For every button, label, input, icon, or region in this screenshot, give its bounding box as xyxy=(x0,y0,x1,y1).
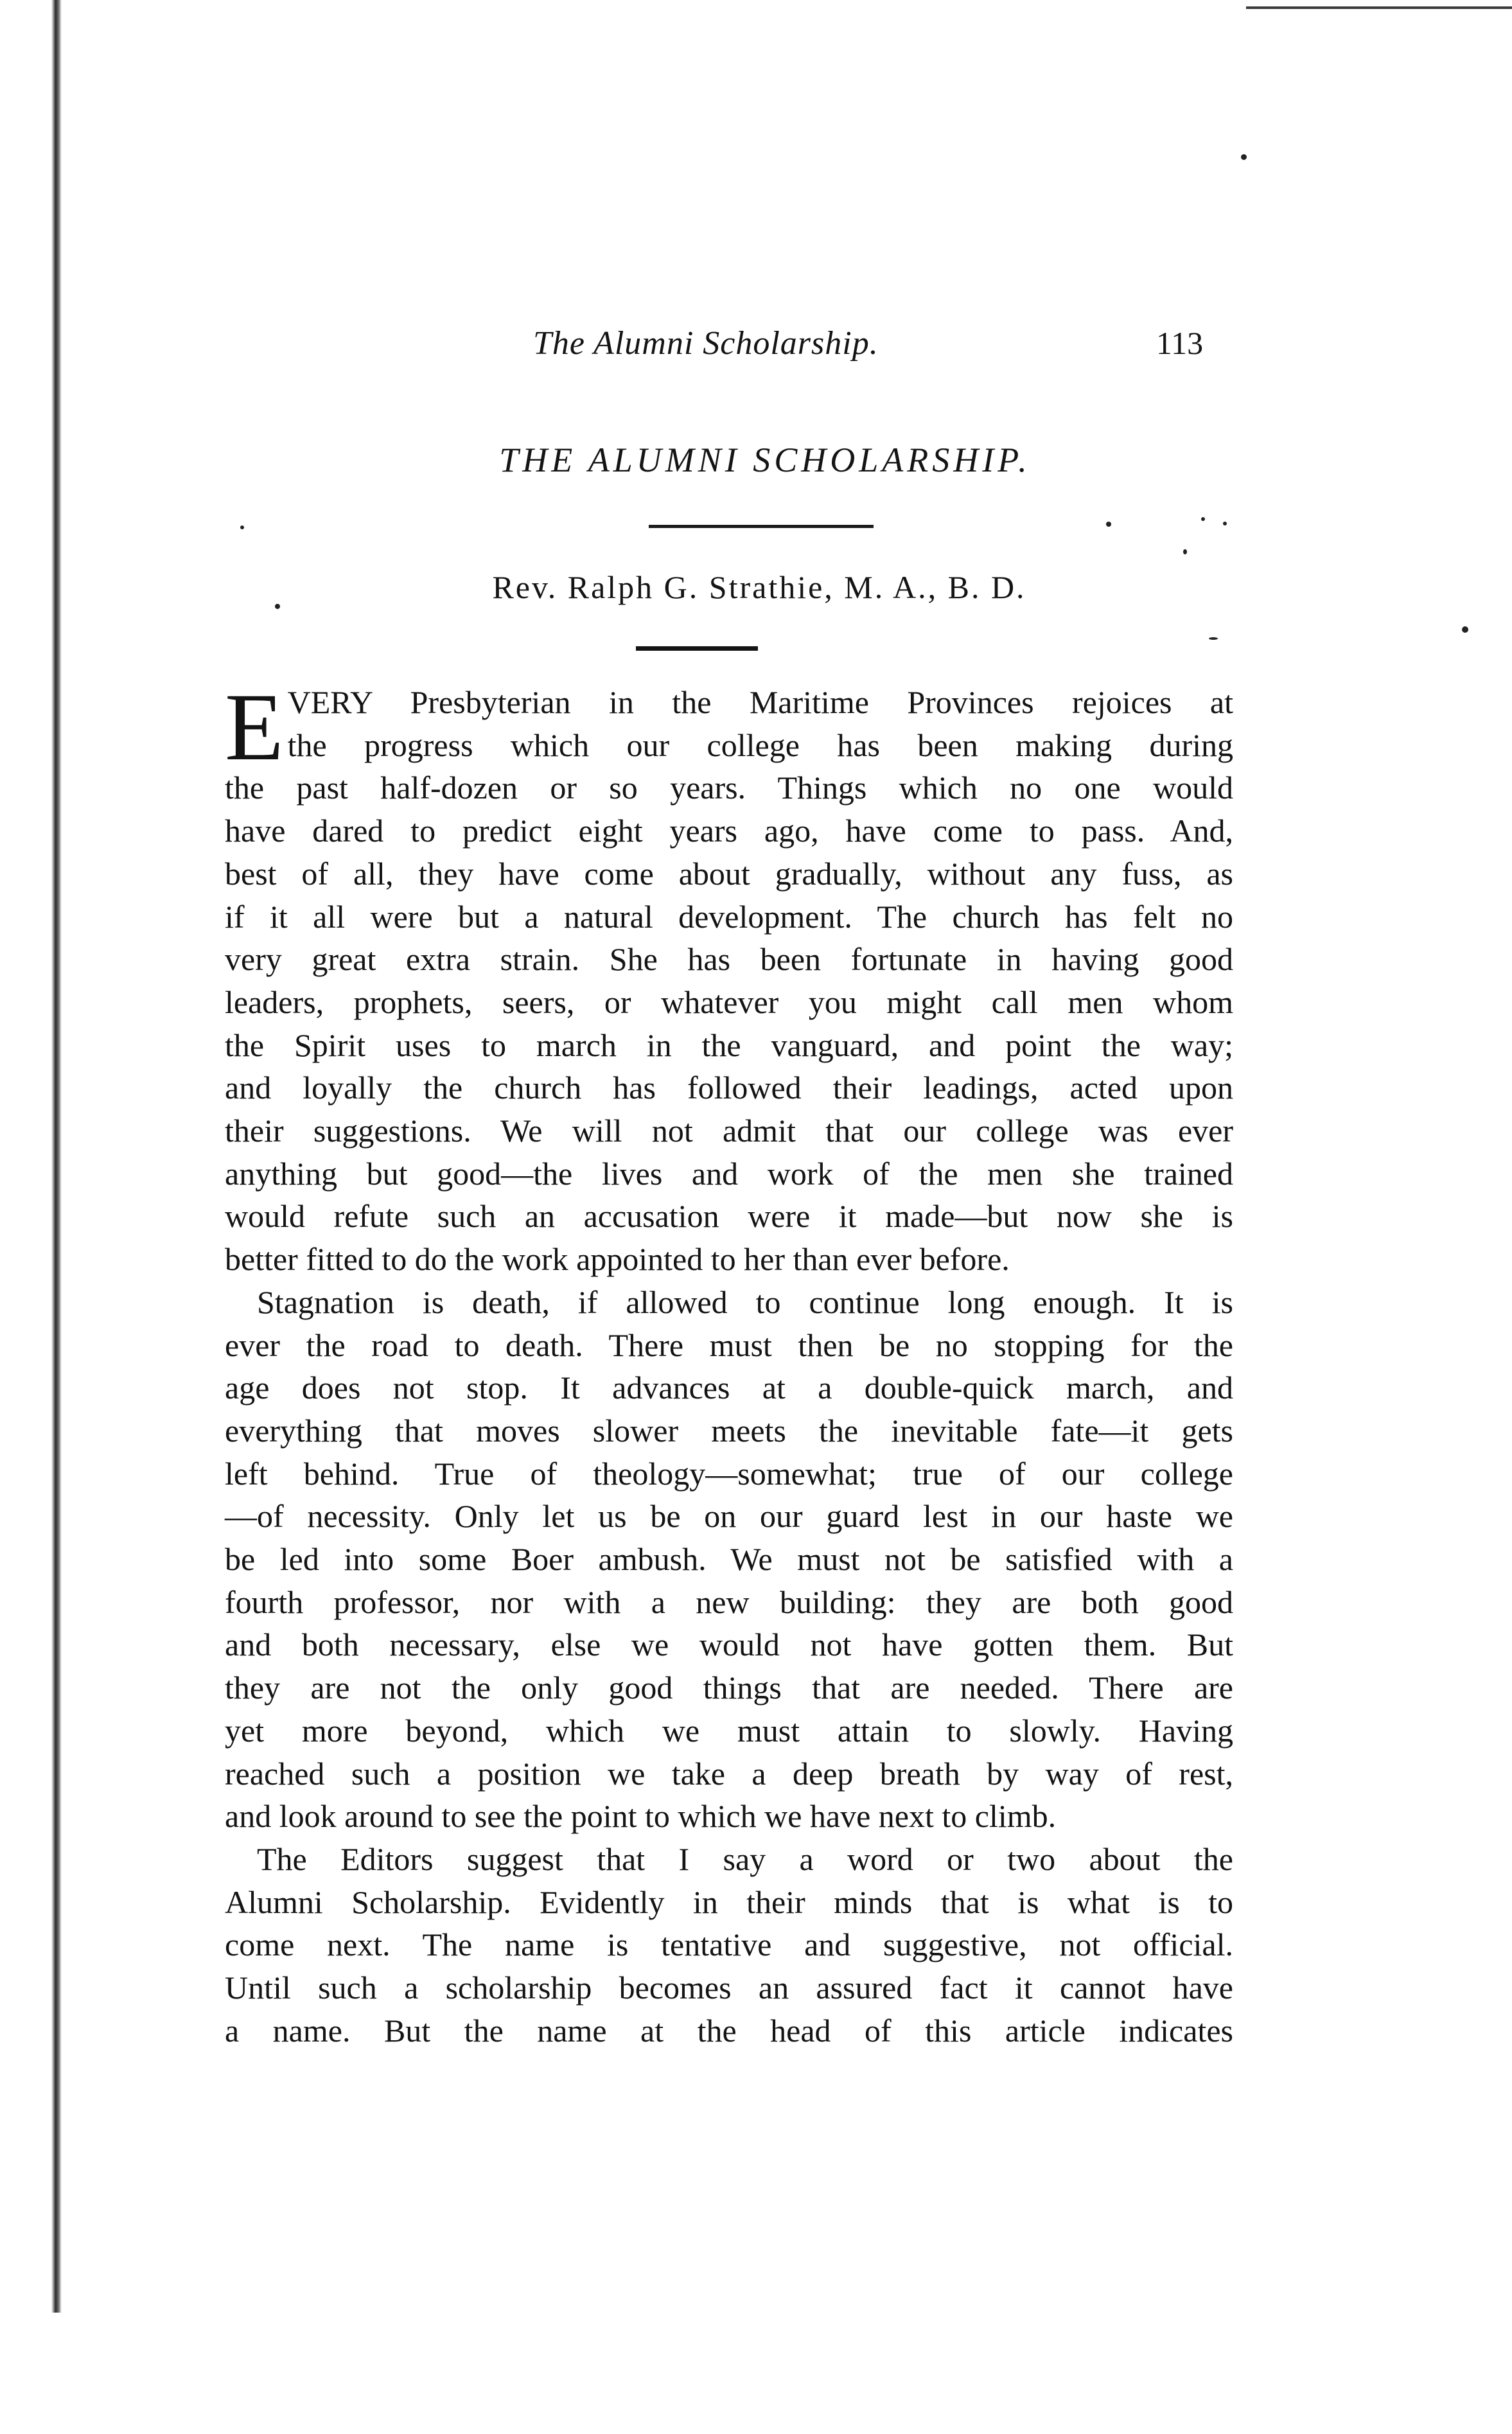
scan-speck xyxy=(1209,637,1218,640)
text-line: Stagnation is death, if allowed to continue long enough. It is xyxy=(257,1283,1233,1320)
text-line: left behind. True of theology—somewhat; true of our college xyxy=(225,1455,1233,1492)
text-line: ever the road to death. There must then be no stopping for the xyxy=(225,1327,1233,1363)
text-line: better fitted to do the work appointed to her than ever before. xyxy=(225,1241,1010,1278)
text-line: if it all were but a natural development. The church has felt no xyxy=(225,898,1233,935)
text-line: yet more beyond, which we must attain to slowly. Having xyxy=(225,1712,1233,1749)
text-line: Until such a scholarship becomes an assured fact it cannot have xyxy=(225,1970,1233,2006)
paragraph-3 xyxy=(225,1838,1233,2052)
paragraph-2 xyxy=(225,1281,1233,1838)
top-edge-rule xyxy=(1246,6,1512,9)
text-line: —of necessity. Only let us be on our guard lest in our haste we xyxy=(225,1498,1233,1535)
text-line: The Editors suggest that I say a word or two about the xyxy=(257,1840,1233,1877)
text-line: and look around to see the point to which we have next to climb. xyxy=(225,1798,1057,1835)
text-line: have dared to predict eight years ago, have come to pass. And, xyxy=(225,813,1233,849)
text-line: leaders, prophets, seers, or whatever you might call men whom xyxy=(225,983,1233,1020)
scan-speck xyxy=(1201,517,1205,521)
text-line: and both necessary, else we would not have gotten them. But xyxy=(225,1627,1233,1663)
text-line: everything that moves slower meets the inevitable fate—it gets xyxy=(225,1412,1233,1449)
scan-speck xyxy=(240,525,244,529)
title-rule xyxy=(649,525,874,528)
text-line: the past half-dozen or so years. Things which no one would xyxy=(225,770,1233,806)
text-line: a name. But the name at the head of this article indicates xyxy=(225,2012,1233,2049)
text-line: Alumni Scholarship. Evidently in their minds that is what is to xyxy=(225,1883,1233,1920)
scan-speck xyxy=(1106,522,1111,527)
text-line: reached such a position we take a deep breath by way of rest, xyxy=(225,1755,1233,1792)
text-line: would refute such an accusation were it made—but now she is xyxy=(225,1198,1233,1235)
text-line: the Spirit uses to march in the vanguard, and point the way; xyxy=(225,1027,1233,1063)
text-line: come next. The name is tentative and suggestive, not official. xyxy=(225,1927,1233,1963)
scan-speck xyxy=(1223,522,1227,525)
scan-speck xyxy=(1462,626,1468,633)
text-line: be led into some Boer ambush. We must not be satisfied with a xyxy=(225,1541,1233,1578)
scan-speck xyxy=(1183,549,1187,554)
text-line: anything but good—the lives and work of the men she trained xyxy=(225,1155,1233,1192)
text-line: VERY Presbyterian in the Maritime Provinces rejoices at xyxy=(287,684,1233,720)
article-title: THE ALUMNI SCHOLARSHIP. xyxy=(499,441,1031,479)
paragraph-1 xyxy=(225,674,1233,1281)
article-body xyxy=(225,674,1233,2052)
author-byline: Rev. Ralph G. Strathie, M. A., B. D. xyxy=(492,569,1026,605)
text-line: very great extra strain. She has been fortunate in having good xyxy=(225,941,1233,978)
text-line: age does not stop. It advances at a double-quick march, and xyxy=(225,1370,1233,1406)
text-line: the progress which our college has been making during xyxy=(287,727,1233,763)
drop-cap: E xyxy=(225,674,284,780)
text-line: fourth professor, nor with a new building: they are both good xyxy=(225,1583,1233,1620)
scan-speck xyxy=(1241,154,1247,160)
text-line: their suggestions. We will not admit that our college was ever xyxy=(225,1113,1233,1149)
text-line: they are not the only good things that are needed. There are xyxy=(225,1670,1233,1706)
text-line: best of all, they have come about gradually, without any fuss, as xyxy=(225,855,1233,892)
running-title: The Alumni Scholarship. xyxy=(533,325,879,362)
byline-rule xyxy=(636,646,758,651)
page-number: 113 xyxy=(1156,325,1204,361)
text-line: and loyally the church has followed their leadings, acted upon xyxy=(225,1070,1233,1106)
running-header xyxy=(0,324,1512,369)
